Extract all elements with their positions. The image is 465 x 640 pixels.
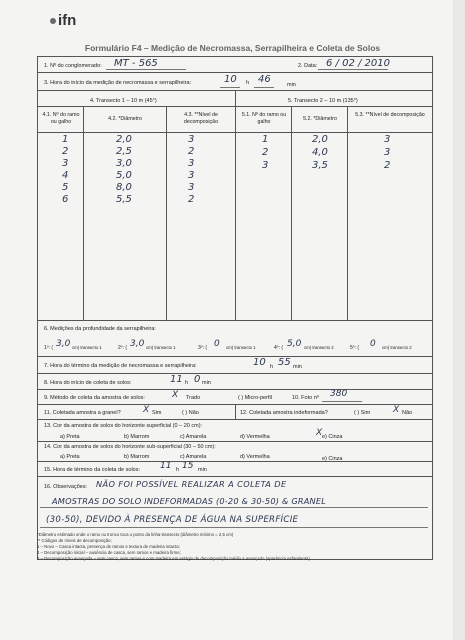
t1-r2-ramo[interactable]: 2 xyxy=(62,146,69,157)
logo-dot-icon xyxy=(50,18,56,24)
q7-hour[interactable]: 10 xyxy=(253,357,266,368)
q6-1-value[interactable]: 3,0 xyxy=(56,339,71,349)
q11-opt-sim[interactable]: Sim xyxy=(152,410,162,416)
t1-r5-diam[interactable]: 8,0 xyxy=(116,182,132,193)
t2-r2-nivel[interactable]: 3 xyxy=(384,147,391,158)
q7-h: h xyxy=(270,364,274,370)
q7-min-label: min xyxy=(293,364,302,370)
q15-h: h xyxy=(176,467,180,473)
q3-min-label: min xyxy=(287,82,296,88)
q13-label: 13. Cor da amostra de solos do horizonte superficial (0 – 20 cm): xyxy=(44,423,203,429)
q3-hour[interactable]: 10 xyxy=(224,74,237,85)
t1-r2-diam[interactable]: 2,5 xyxy=(116,146,132,157)
t1-header-ramo: 4.1. Nº do ramo ou galho xyxy=(42,112,80,125)
t2-r3-nivel[interactable]: 2 xyxy=(384,160,391,171)
q16-rule-2 xyxy=(40,527,428,528)
q11-q12-divider xyxy=(235,405,236,420)
footnote-diametro: *Diâmetro estimado onde o ramo ou tronco toca o ponto da linha-transecto (diâmetro mínimo = 2,5 cm) xyxy=(37,532,234,537)
q2-label: 2. Data: xyxy=(298,63,318,69)
q6-4-value[interactable]: 5,0 xyxy=(287,339,302,349)
t2-header-ramo: 5.1. Nº do ramo ou galho xyxy=(241,112,287,125)
q13-opt-e[interactable]: e) Cinza xyxy=(322,434,343,440)
t2-r3-diam[interactable]: 3,5 xyxy=(312,160,328,171)
q13-mark[interactable]: X xyxy=(316,428,323,438)
t1-r5-ramo[interactable]: 5 xyxy=(62,182,69,193)
q15-min-label: min xyxy=(198,467,207,473)
transect1-title: 4. Transecto 1 – 10 m (45°) xyxy=(90,98,157,104)
q14-opt-a[interactable]: a) Preta xyxy=(60,454,80,460)
q3-hour-underline xyxy=(220,87,240,88)
q1-value[interactable]: MT - 565 xyxy=(114,58,158,69)
footnote-nivel-1: 1 – Novo – Casca intacta, presença de ramos e textura de madeira intacta; xyxy=(37,544,180,549)
q9-label: 9. Método de coleta da amostra de solos: xyxy=(44,395,145,401)
t1-col-divider-1 xyxy=(83,107,84,320)
q3-min-underline xyxy=(254,87,274,88)
q6-5-prefix: 5º: ( xyxy=(350,345,360,351)
q12-opt-sim[interactable]: ( ) Sim xyxy=(354,410,371,416)
q6-2-value[interactable]: 3,0 xyxy=(130,339,145,349)
q14-opt-b[interactable]: b) Marrom xyxy=(124,454,150,460)
q6-2-suffix: cm) transecto 1 xyxy=(146,345,176,350)
t2-header-diametro: 5.2. *Diâmetro xyxy=(303,116,337,122)
t1-r1-diam[interactable]: 2,0 xyxy=(116,134,132,145)
q16-label: 16. Observações: xyxy=(44,484,88,490)
q6-label: 6. Medições da profundidade da serrapilheira: xyxy=(44,326,156,332)
q6-1-prefix: 1º: ( xyxy=(44,345,54,351)
q8-min-label: min xyxy=(202,380,211,386)
q8-label: 8. Hora do início de coleta de solos: xyxy=(44,380,132,386)
t1-r5-nivel[interactable]: 3 xyxy=(188,182,195,193)
q14-opt-e[interactable]: e) Cinza xyxy=(322,456,343,462)
q8-h: h xyxy=(185,380,189,386)
q7-min[interactable]: 55 xyxy=(278,357,291,368)
footnote-nivel-2: 2 – Decomposição inicial – ausência de casca, sem ramos e madeira firme; xyxy=(37,550,181,555)
q11-label: 11. Coletada amostra a granel? xyxy=(44,410,121,416)
footnote-codigos: ** Códigos de níveis de decomposição: xyxy=(37,538,112,543)
q12-mark[interactable]: X xyxy=(393,405,400,415)
q16-line-2[interactable]: AMOSTRAS DO SOLO INDEFORMADAS (0-20 & 30-50) & GRANEL xyxy=(52,496,327,506)
q15-hour[interactable]: 11 xyxy=(160,461,172,471)
q16-line-3[interactable]: (30-50), DEVIDO À PRESENÇA DE ÁGUA NA SUPERFÍCIE xyxy=(46,515,299,525)
t1-r4-ramo[interactable]: 4 xyxy=(62,170,69,181)
q3-min[interactable]: 46 xyxy=(258,74,271,85)
t2-r2-ramo[interactable]: 2 xyxy=(262,147,269,158)
q11-mark[interactable]: X xyxy=(143,405,150,415)
q10-label: 10. Foto nº xyxy=(292,395,319,401)
q14-label: 14. Cor da amostra de solos do horizonte sub-superficial (30 – 50 cm): xyxy=(44,444,216,450)
q6-5-value[interactable]: 0 xyxy=(370,339,376,349)
q9-mark[interactable]: X xyxy=(172,390,179,400)
footnote-nivel-3: 3 – Decomposição avançada – sem casca, sem ramos e com madeira em estágio de decomposição médio a avançado (aparência esfarelenta). xyxy=(37,556,311,561)
q2-underline xyxy=(318,69,388,70)
t1-r3-diam[interactable]: 3,0 xyxy=(116,158,132,169)
t1-r3-ramo[interactable]: 3 xyxy=(62,158,69,169)
q3-h: h xyxy=(246,80,250,86)
q13-opt-c[interactable]: c) Amarela xyxy=(180,434,207,440)
q13-opt-a[interactable]: a) Preta xyxy=(60,434,80,440)
form-title: Formulário F4 – Medição de Necromassa, Serrapilheira e Coleta de Solos xyxy=(84,43,381,53)
q3-label: 3. Hora do início da medição de necromassa e serrapilheira: xyxy=(44,80,192,86)
q10-value[interactable]: 380 xyxy=(330,389,348,399)
q14-opt-d[interactable]: d) Vermelha xyxy=(240,454,270,460)
t1-col-divider-2 xyxy=(166,107,167,320)
q2-value[interactable]: 6 / 02 / 2010 xyxy=(326,58,390,69)
t1-r4-diam[interactable]: 5,0 xyxy=(116,170,132,181)
t2-r1-nivel[interactable]: 3 xyxy=(384,134,391,145)
q13-opt-d[interactable]: d) Vermelha xyxy=(240,434,270,440)
q16-rule-1 xyxy=(40,507,428,508)
q6-2-prefix: 2º: ( xyxy=(118,345,128,351)
t1-r1-nivel[interactable]: 3 xyxy=(188,134,195,145)
q1-label: 1. Nº do conglomerado: xyxy=(44,63,102,69)
t2-r2-diam[interactable]: 4,0 xyxy=(312,147,328,158)
t2-col-divider-2 xyxy=(347,107,348,320)
t1-r6-nivel[interactable]: 2 xyxy=(188,194,195,205)
q6-3-prefix: 3º: ( xyxy=(198,345,208,351)
q6-3-value[interactable]: 0 xyxy=(214,339,220,349)
q1-underline xyxy=(106,69,186,70)
t1-r6-diam[interactable]: 5,5 xyxy=(116,194,132,205)
t2-header-nivel: 5.3. **Nível de decomposição xyxy=(355,112,425,118)
t2-r1-diam[interactable]: 2,0 xyxy=(312,134,328,145)
q12-opt-nao[interactable]: Não xyxy=(402,410,413,416)
t1-header-nivel: 4.3. **Nível de decomposição xyxy=(183,112,219,125)
logo-text: ifn xyxy=(58,12,77,29)
q14-opt-c[interactable]: c) Amarela xyxy=(180,454,207,460)
scan-edge xyxy=(453,0,465,640)
q9-opt-microperfil[interactable]: ( ) Micro-perfil xyxy=(238,395,272,401)
q13-opt-b[interactable]: b) Marrom xyxy=(124,434,150,440)
t1-r4-nivel[interactable]: 3 xyxy=(188,170,195,181)
t2-r1-ramo[interactable]: 1 xyxy=(262,134,269,145)
q7-label: 7. Hora do término da medição de necromassa e serrapilheira: xyxy=(44,363,197,369)
t1-header-diametro: 4.2. *Diâmetro xyxy=(108,116,142,122)
q6-5-suffix: cm) transecto 2 xyxy=(382,345,412,350)
q6-4-suffix: cm) transecto 2 xyxy=(304,345,334,350)
q6-1-suffix: cm) transecto 1 xyxy=(72,345,102,350)
q8-hour[interactable]: 11 xyxy=(170,374,183,385)
q11-opt-nao[interactable]: ( ) Não xyxy=(182,410,199,416)
q10-underline xyxy=(322,401,362,402)
t1-r6-ramo[interactable]: 6 xyxy=(62,194,69,205)
q8-min[interactable]: 0 xyxy=(194,374,201,385)
t1-r2-nivel[interactable]: 2 xyxy=(188,146,195,157)
transect2-title: 5. Transecto 2 – 10 m (135°) xyxy=(288,98,358,104)
q6-4-prefix: 4º: ( xyxy=(274,345,284,351)
q6-3-suffix: cm) transecto 1 xyxy=(226,345,256,350)
q12-label: 12. Coletada amostra indeformada? xyxy=(240,410,328,416)
t2-col-divider-1 xyxy=(291,107,292,320)
q15-label: 15. Hora de término da coleta de solos: xyxy=(44,467,141,473)
q16-line-1[interactable]: NÃO FOI POSSÍVEL REALIZAR A COLETA DE xyxy=(96,479,287,489)
t1-r1-ramo[interactable]: 1 xyxy=(62,134,69,145)
ifn-logo xyxy=(50,12,76,29)
t1-r3-nivel[interactable]: 3 xyxy=(188,158,195,169)
q15-min[interactable]: 15 xyxy=(182,461,194,471)
t2-r3-ramo[interactable]: 3 xyxy=(262,160,269,171)
q9-opt-trado[interactable]: Trado xyxy=(186,395,201,401)
